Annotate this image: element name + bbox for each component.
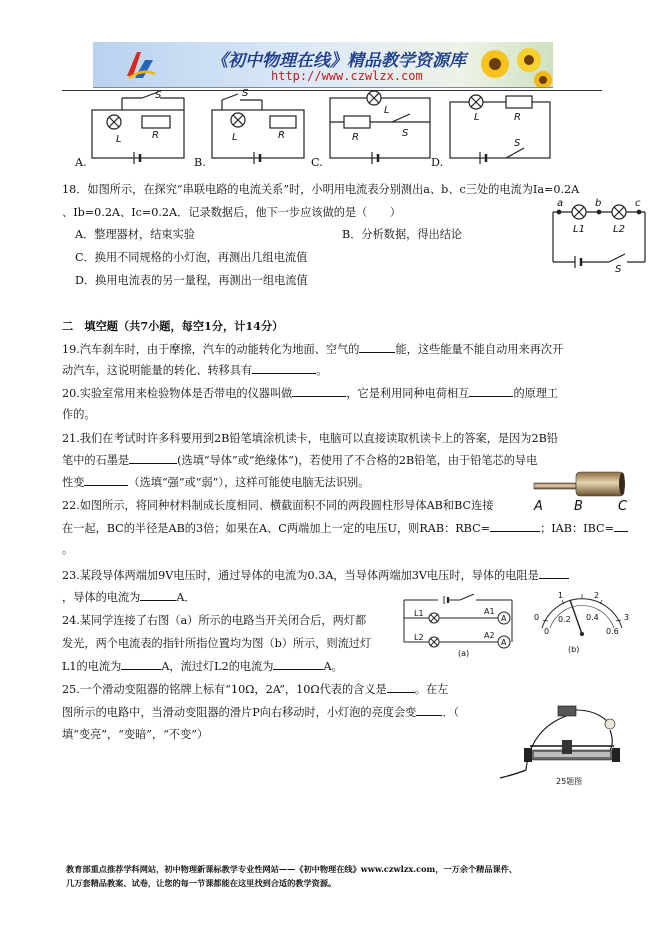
q22-blank-1[interactable] (490, 520, 540, 532)
q20-blank-2[interactable] (469, 385, 513, 397)
svg-text:R: R (278, 130, 285, 141)
q23-blank-1[interactable] (539, 567, 569, 579)
svg-text:S: S (242, 88, 249, 99)
q24-scale-04: 0.4 (586, 613, 599, 622)
q17-option-c: C. (311, 156, 323, 169)
q24-line3 (62, 658, 343, 674)
q21-text-a: 笔中的石墨是 (62, 454, 130, 467)
q18-label-c: c (635, 198, 641, 209)
q24-label-l2: L2 (414, 633, 424, 642)
q23-text-a: 23.某段导体两端加9V电压时，通过导体的电流为0.3A，当导体两端加3V电压时，导体的电阻是 (62, 569, 539, 582)
q24-caption-b: (b) (568, 645, 580, 654)
q19-blank-2[interactable] (252, 362, 316, 374)
q18-circuit-figure (545, 196, 653, 272)
q24-text-b: A，流过灯L2的电流为 (161, 660, 274, 673)
q22-conductor-figure (530, 470, 630, 514)
q19-line2 (62, 362, 327, 378)
q25-text-d: ．（ (442, 706, 460, 719)
q18-label-a: a (557, 198, 564, 209)
q24-scale-02: 0.2 (558, 615, 571, 624)
q20-blank-1[interactable] (292, 385, 346, 397)
q19-text-a: 19.汽车刹车时，由于摩擦，汽车的动能转化为地面、空气的 (62, 343, 360, 356)
svg-text:L: L (232, 132, 238, 143)
svg-text:R: R (352, 132, 359, 143)
circuit-c (330, 91, 430, 164)
q21-text-b: (选填“导体”或“绝缘体”)，若使用了不合格的2B铅笔，由于铅笔芯的导电 (177, 454, 538, 467)
q18-label-l2: L2 (613, 224, 625, 235)
q25-blank-1[interactable] (387, 681, 415, 693)
q24-label-l1: L1 (414, 609, 424, 618)
q21-line2 (62, 452, 537, 468)
q22-blank-2[interactable] (614, 520, 628, 532)
q20-text-c: 的原理工 (513, 387, 559, 400)
q19-line1 (62, 341, 563, 357)
svg-text:S: S (402, 128, 409, 139)
svg-text:L: L (384, 105, 390, 116)
sunflower-image (473, 42, 553, 87)
svg-text:S: S (514, 138, 521, 149)
q21-text-c: 性变 (62, 476, 85, 489)
q20-line1 (62, 385, 558, 401)
q22-text-b: ；IAB：IBC= (540, 522, 614, 535)
q19-text-b: 能，这些能量不能自动用来再次开 (395, 343, 564, 356)
q25-caption: 25题图 (556, 777, 583, 786)
q21-text-d: （选填“强”或“弱”），这样可能使电脑无法识别。 (128, 476, 370, 489)
q18-option-d: D．换用电流表的另一量程，再测出一组电流值 (75, 274, 308, 287)
q17-option-a: A. (75, 156, 87, 169)
q25-line1 (62, 681, 448, 697)
q18-option-b: B．分析数据，得出结论 (342, 228, 463, 241)
q25-line3: 填“变亮”，“变暗”，“不变”） (62, 728, 209, 741)
footer-line1: 教育部重点推荐学科网站，初中物理新课标教学专业性网站——《初中物理在线》www.czwlzx.com，一万余个精品课件、 (66, 864, 518, 874)
q24-meter-a1: A (501, 614, 507, 623)
header-title: 《初中物理在线》精品教学资源库 (211, 51, 466, 71)
q24-scale-06: 0.6 (606, 627, 619, 636)
q19-blank-1[interactable] (359, 341, 395, 353)
q22-line1: 22.如图所示，将同种材料制成长度相同、横截面积不同的两段圆柱形导体AB和BC连接 (62, 499, 494, 512)
q24-text-c: A。 (323, 660, 343, 673)
q22-line2 (62, 520, 628, 536)
q24-ammeter-figure-b (532, 590, 632, 654)
q20-line2: 作的。 (62, 408, 96, 421)
q20-text-b: ，它是利用同种电荷相互 (346, 387, 470, 400)
q24-meter-a2: A (501, 638, 507, 647)
q18-option-c: C．换用不同规格的小灯泡，再测出几组电流值 (75, 251, 308, 264)
q18-option-a: A．整理器材，结束实验 (75, 228, 195, 241)
q25-rheostat-figure (496, 700, 626, 788)
header-banner (93, 42, 553, 88)
q25-line2 (62, 704, 459, 720)
q18-stem-line1: 18．如图所示，在探究“串联电路的电流关系”时，小明用电流表分别测出a、b、c三处的电流为Ia=0.2A (62, 183, 580, 196)
svg-text:L: L (116, 134, 122, 145)
q23-text-b: ，导体的电流为 (62, 591, 141, 604)
q23-blank-2[interactable] (140, 589, 176, 601)
q19-text-c: 动汽车，这说明能量的转化、转移具有 (62, 364, 253, 377)
q21-blank-1[interactable] (129, 452, 177, 464)
circuit-d (450, 95, 550, 164)
circuit-a (92, 92, 184, 164)
q23-line2 (62, 589, 196, 605)
header-url[interactable]: http://www.czwlzx.com (271, 69, 423, 83)
svg-text:R: R (514, 112, 521, 123)
q22-text-a: 在一起，BC的半径是AB的3倍；如果在A、C两端加上一定的电压U，则RAB：RBC= (62, 522, 491, 535)
q24-scale-1: 1 (558, 591, 564, 600)
q24-scale-0a: 0 (534, 613, 540, 622)
q24-label-a2: A2 (484, 631, 495, 640)
q18-label-l1: L1 (573, 224, 585, 235)
q24-circuit-figure-a (398, 594, 520, 658)
q25-text-c: 图所示的电路中，当滑动变阻器的滑片P向右移动时，小灯泡的亮度会变 (62, 706, 417, 719)
q24-scale-2: 2 (594, 591, 600, 600)
q24-blank-1[interactable] (121, 658, 161, 670)
q21-line3 (62, 474, 369, 490)
q24-label-a1: A1 (484, 607, 495, 616)
q21-blank-2[interactable] (84, 474, 128, 486)
q17-circuits (62, 88, 592, 172)
q17-option-b: B. (194, 156, 206, 169)
q25-blank-2[interactable] (416, 704, 442, 716)
q24-scale-3: 3 (624, 613, 630, 622)
q24-caption-a: (a) (458, 649, 470, 658)
svg-text:L: L (474, 112, 480, 123)
q18-label-b: b (595, 198, 602, 209)
section-title: 二 填空题（共7小题，每空1分，计14分） (62, 319, 284, 333)
q18-stem-line2: 、Ib=0.2A、Ic=0.2A．记录数据后，他下一步应该做的是（ ） (62, 206, 401, 219)
svg-text:R: R (152, 130, 159, 141)
q24-text-a: L1的电流为 (62, 660, 122, 673)
q23-text-c: A． (176, 591, 196, 604)
q25-text-b: 。在左 (414, 683, 449, 696)
footer-line2: 几万套精品教案、试卷，让您的每一节课都能在这里找到合适的教学资源。 (66, 878, 337, 888)
q24-scale-0b: 0 (544, 627, 550, 636)
q24-line1: 24.某同学连接了右图（a）所示的电路当开关闭合后，两灯都 (62, 614, 367, 627)
q22-line3: 。 (62, 543, 74, 556)
q22-label-c: C (618, 499, 628, 514)
q19-text-d: 。 (316, 364, 328, 377)
circuit-b (212, 94, 304, 164)
q21-line1: 21.我们在考试时许多科要用到2B铅笔填涂机读卡，电脑可以直接读取机读卡上的答案，是因为2B铅 (62, 432, 558, 445)
q24-blank-2[interactable] (273, 658, 323, 670)
q25-text-a: 25.一个滑动变阻器的铭牌上标有“10Ω，2A”，10Ω代表的含义是 (62, 683, 387, 696)
q18-label-s: S (615, 264, 622, 272)
q22-label-b: B (574, 499, 583, 514)
q24-line2: 发光，两个电流表的指针所指位置均为图（b）所示，则流过灯 (62, 637, 372, 650)
q23-line1 (62, 567, 569, 583)
q20-text-a: 20.实验室常用来检验物体是否带电的仪器叫做 (62, 387, 293, 400)
q22-label-a: A (534, 499, 543, 514)
svg-text:S: S (155, 90, 162, 101)
q17-option-d: D. (431, 156, 444, 169)
logo-icon (123, 48, 157, 82)
